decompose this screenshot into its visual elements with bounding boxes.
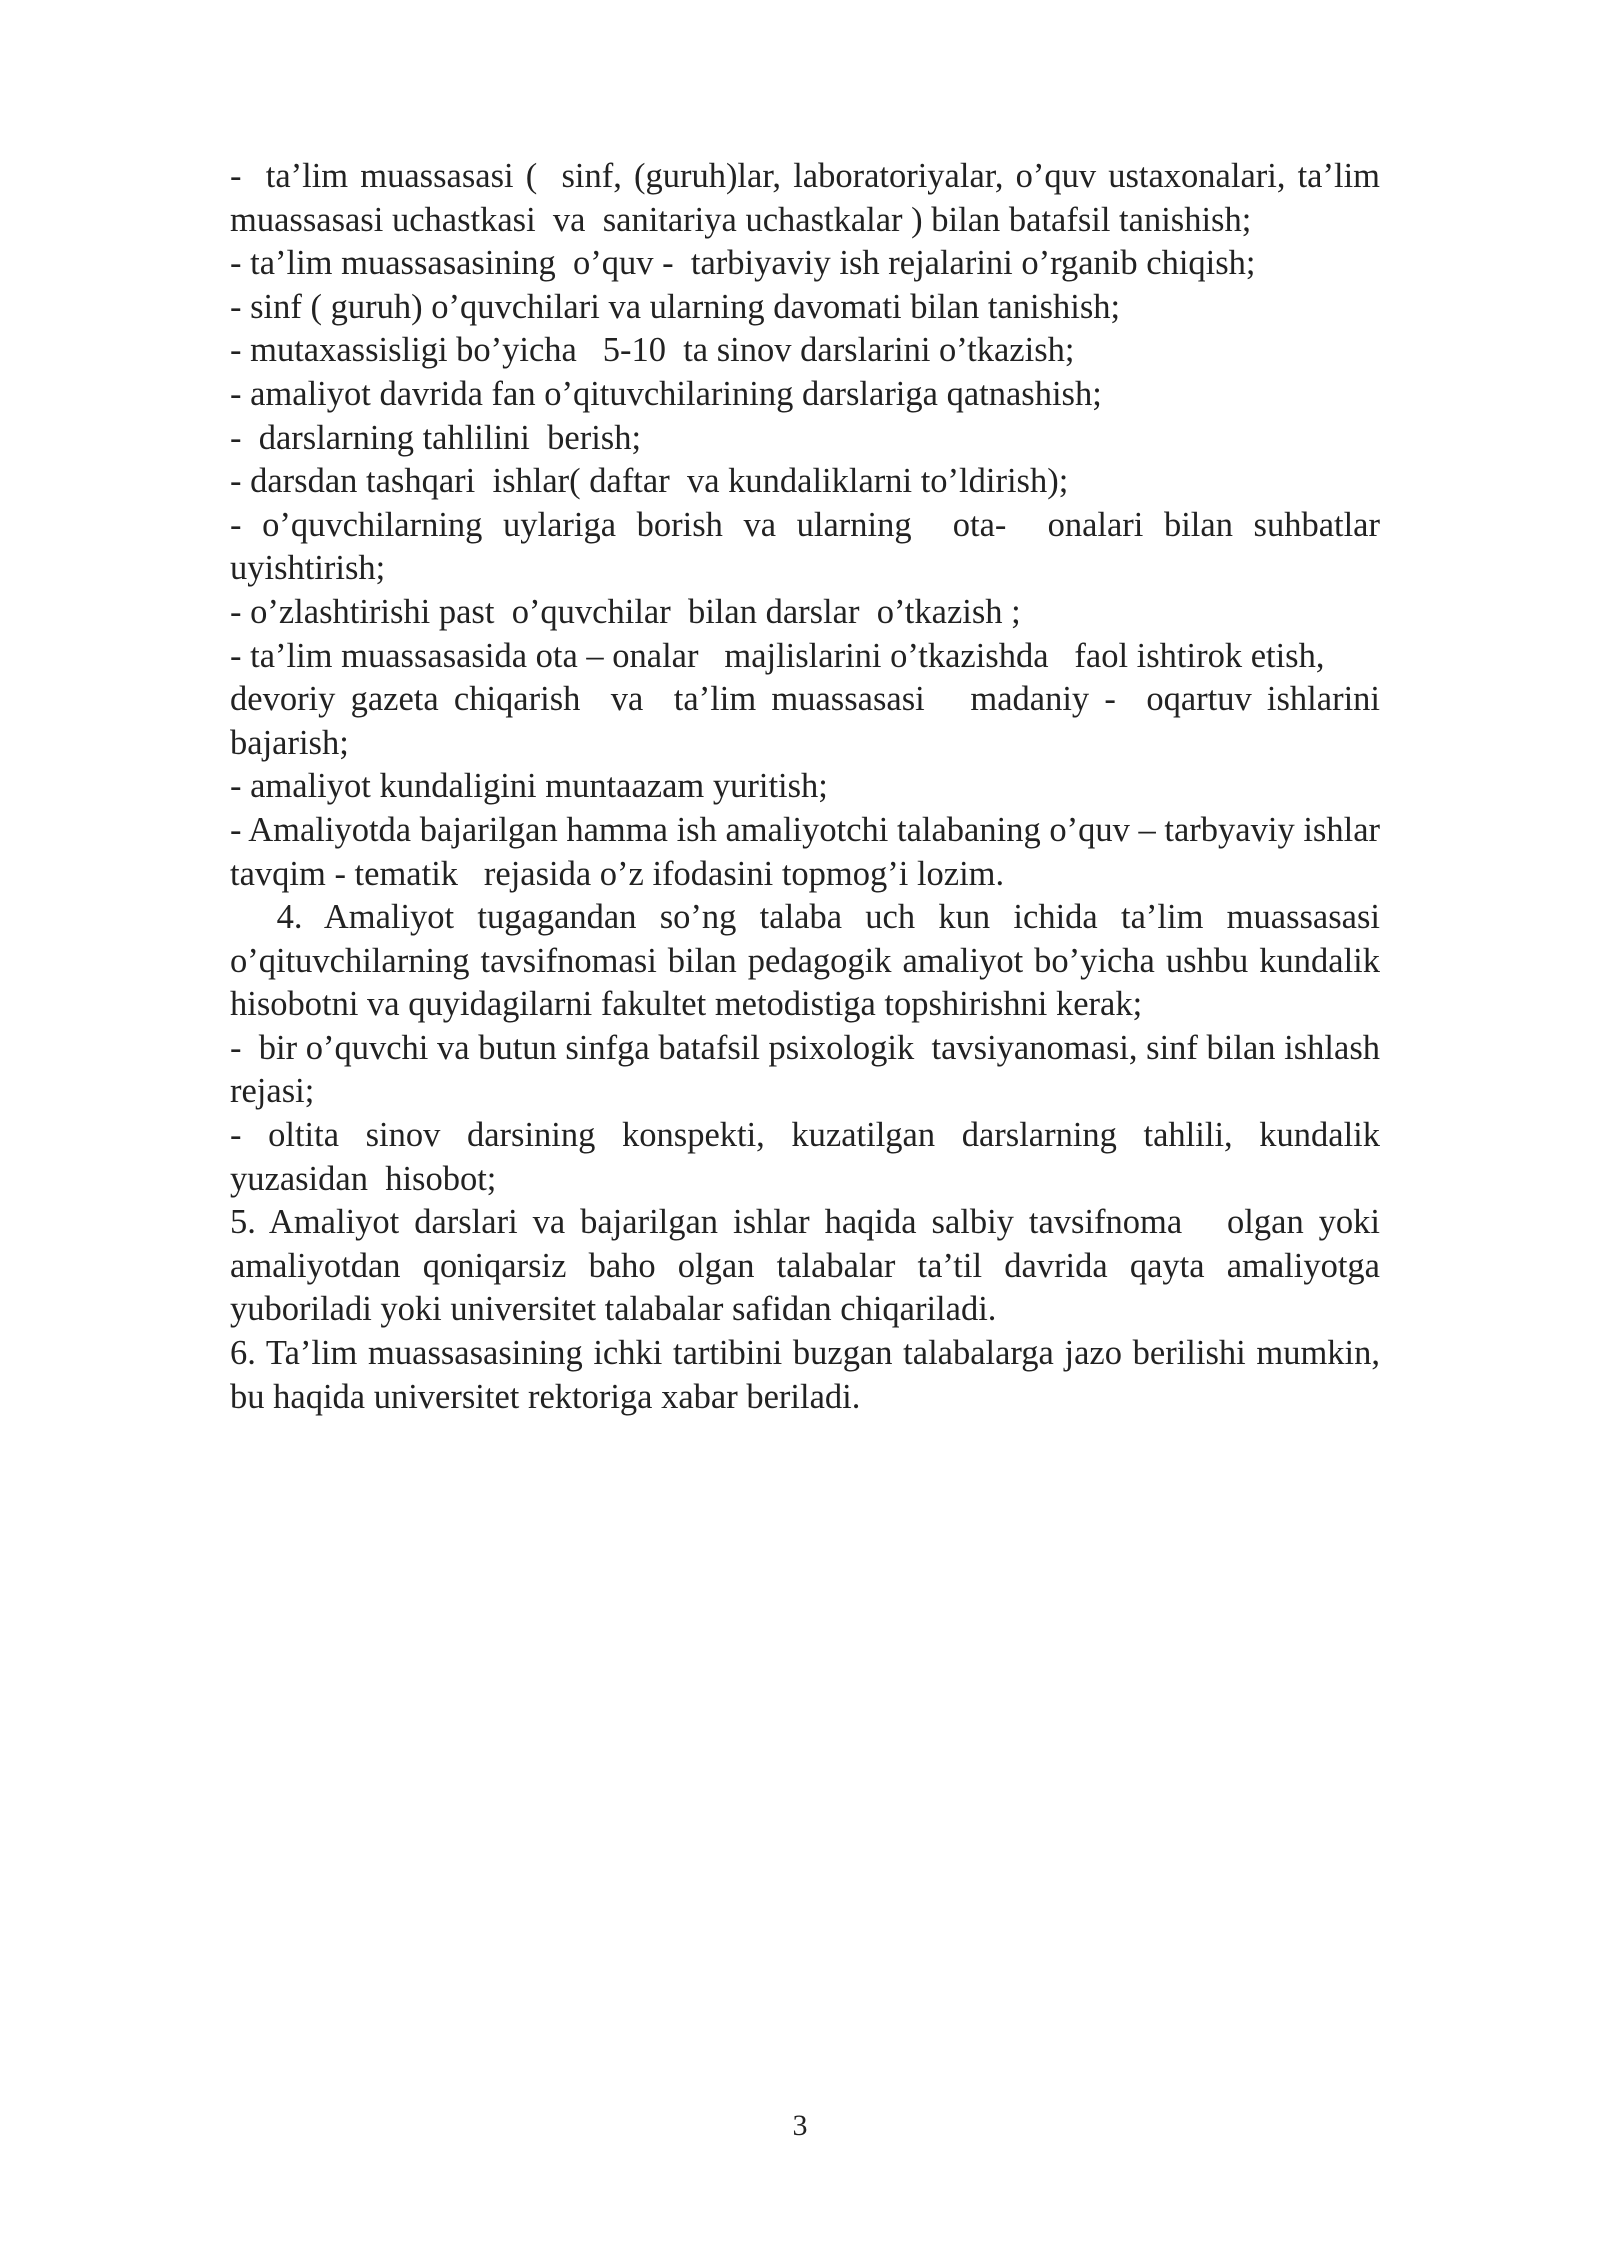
- paragraph-7: - darsdan tashqari ishlar( daftar va kundaliklarni to’ldirish);: [230, 462, 1069, 501]
- paragraph-14: 4. Amaliyot tugagandan so’ng talaba uch kun ichida ta’lim muassasasi o’qituvchilarning tavsifnomasi bilan pedagogik amaliyot bo’yicha ushbu kundalik hisobotni va quyidagilarni fakultet metodistiga topshirishni kerak;: [230, 898, 1389, 1024]
- paragraph-1: - ta’lim muassasasi ( sinf, (guruh)lar, laboratoriyalar, o’quv ustaxonalari, ta’lim muassasasi uchastkasi va sanitariya uchastkalar ) bilan batafsil tanishish;: [230, 157, 1398, 239]
- page-number: 3: [792, 2109, 808, 2142]
- paragraph-3: - sinf ( guruh) o’quvchilari va ularning davomati bilan tanishish;: [230, 287, 1121, 326]
- paragraph-4: - mutaxassisligi bo’yicha 5-10 ta sinov darslarini o’tkazish;: [230, 331, 1075, 370]
- paragraph-11: devoriy gazeta chiqarish va ta’lim muassasasi madaniy - oqartuv ishlarini bajarish;: [230, 680, 1398, 762]
- paragraph-17: 5. Amaliyot darslari va bajarilgan ishlar haqida salbiy tavsifnoma olgan yoki amaliyotdan qoniqarsiz baho olgan talabalar ta’til davrida qayta amaliyotga yuboriladi yoki universitet talabalar safidan chiqariladi.: [230, 1203, 1389, 1329]
- paragraph-12: - amaliyot kundaligini muntaazam yuritish;: [230, 767, 828, 806]
- paragraph-18: 6. Ta’lim muassasasining ichki tartibini buzgan talabalarga jazo berilishi mumkin, bu haqida universitet rektoriga xabar beriladi.: [230, 1334, 1389, 1416]
- paragraph-15: - bir o’quvchi va butun sinfga batafsil psixologik tavsiyanomasi, sinf bilan ishlash rejasi;: [230, 1028, 1389, 1111]
- paragraph-2: - ta’lim muassasasining o’quv - tarbiyaviy ish rejalarini o’rganib chiqish;: [230, 244, 1256, 283]
- paragraph-8: - o’quvchilarning uylariga borish va ularning ota- onalari bilan suhbatlar uyishtirish;: [230, 505, 1389, 588]
- paragraph-16: - oltita sinov darsining konspekti, kuzatilgan darslarning tahlili, kundalik yuzasidan hisobot;: [230, 1116, 1389, 1198]
- body-text: [230, 155, 1398, 1419]
- paragraph-9: - o’zlashtirishi past o’quvchilar bilan darslar o’tkazish ;: [230, 592, 1021, 631]
- paragraph-5: - amaliyot davrida fan o’qituvchilarining darslariga qatnashish;: [230, 374, 1102, 413]
- paragraph-13: - Amaliyotda bajarilgan hamma ish amaliyotchi talabaning o’quv – tarbyaviy ishlar tavqim - tematik rejasida o’z ifodasini topmog’i lozim.: [230, 810, 1389, 893]
- paragraph-6: - darslarning tahlilini berish;: [230, 418, 642, 457]
- paragraph-10: - ta’lim muassasasida ota – onalar majlislarini o’tkazishda faol ishtirok etish,: [230, 636, 1325, 675]
